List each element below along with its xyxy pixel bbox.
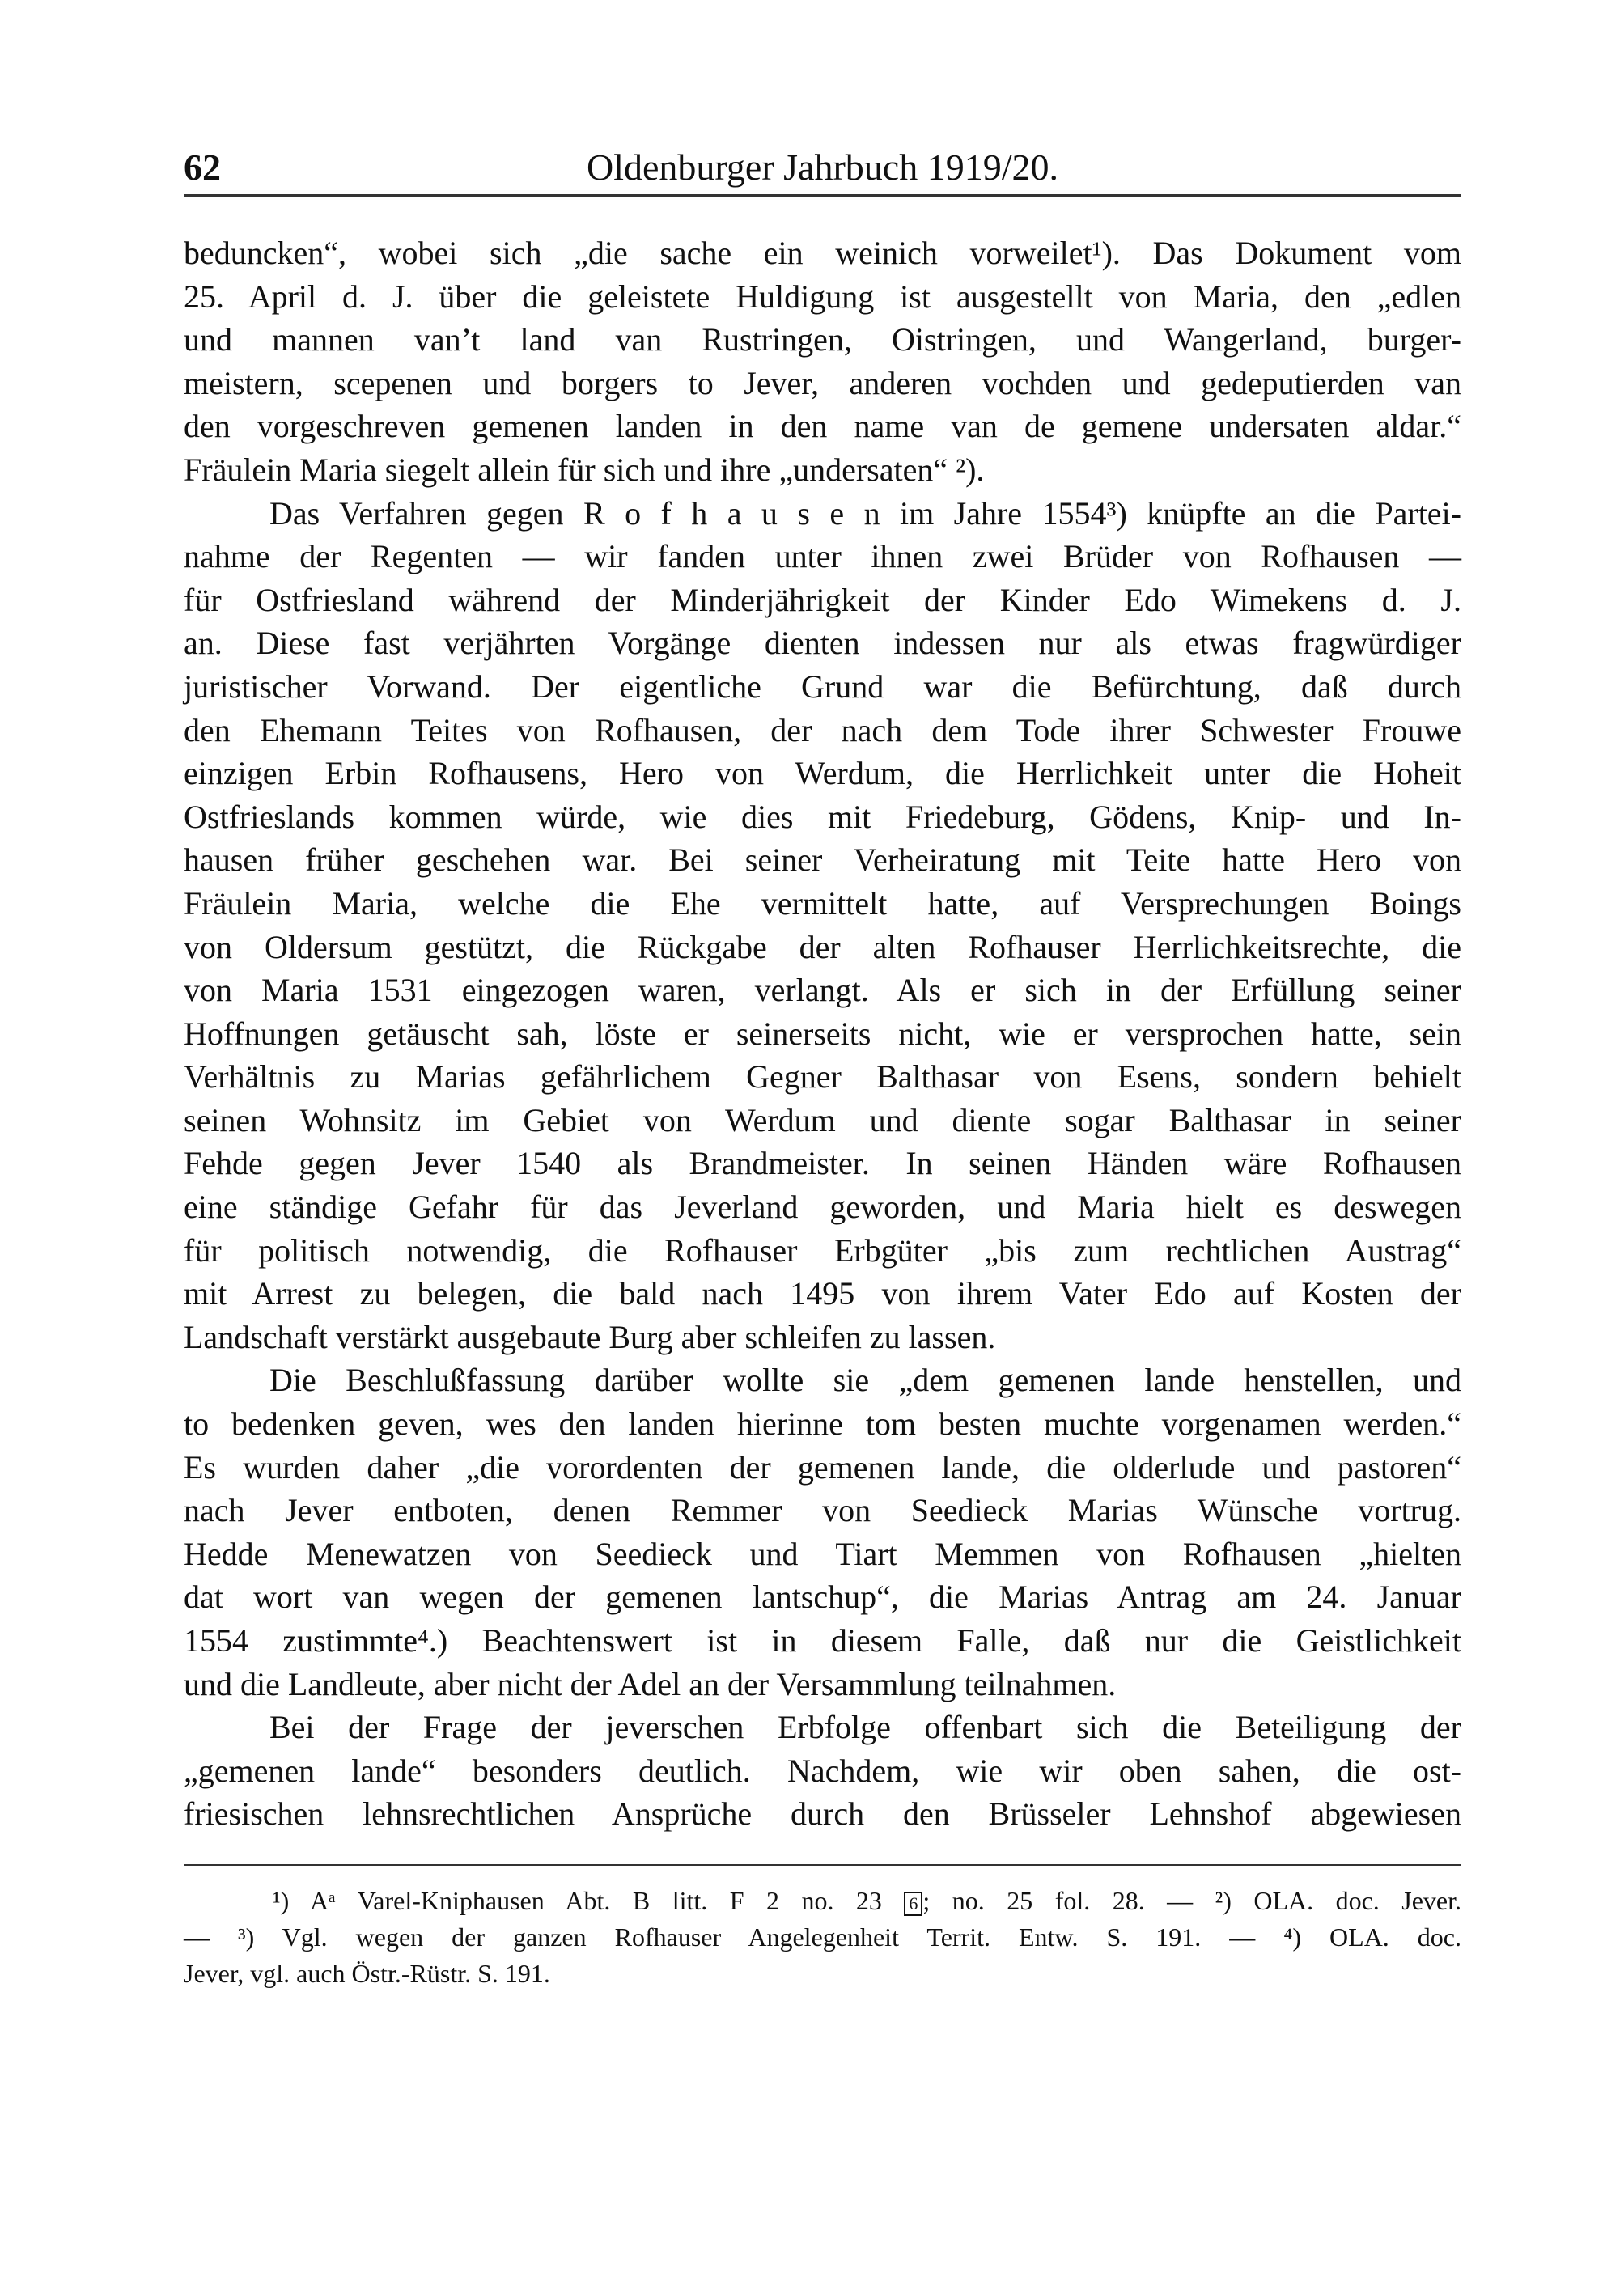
- body-text: [184, 231, 1461, 1836]
- text-line: Hoffnungen getäuscht sah, löste er seinerseits nicht, wie er versprochen hatte, sein: [184, 1015, 1461, 1052]
- text-line: Fräulein Maria, welche die Ehe vermittelt hatte, auf Versprechungen Boings: [184, 884, 1461, 922]
- text-line: meistern, scepenen und borgers to Jever, anderen vochden und gedeputierden van: [184, 364, 1461, 401]
- header-rule: [184, 194, 1461, 197]
- footnote-line: [184, 1883, 1461, 1919]
- running-title: Oldenburger Jahrbuch 1919/20.: [587, 146, 1058, 188]
- text-line: Landschaft verstärkt ausgebaute Burg aber schleifen zu lassen.: [184, 1318, 996, 1355]
- paragraph: [184, 1706, 1461, 1836]
- paragraph: [184, 231, 1461, 492]
- footnote-text: ¹) Aᵃ Varel-Kniphausen Abt. B litt. F 2 no. 23: [273, 1886, 882, 1915]
- text-line: 25. April d. J. über die geleistete Huldigung ist ausgestellt von Maria, den „edlen: [184, 278, 1461, 315]
- text-line: seinen Wohnsitz im Gebiet von Werdum und diente sogar Balthasar in seiner: [184, 1101, 1461, 1138]
- footnote-line: Jever, vgl. auch Östr.-Rüstr. S. 191.: [184, 1959, 550, 1988]
- text-line: „gemenen lande“ besonders deutlich. Nachdem, wie wir oben sahen, die ost-: [184, 1752, 1461, 1789]
- text-line: Das Verfahren gegen R o f h a u s e n im Jahre 1554³) knüpfte an die Partei-: [269, 494, 1461, 532]
- text-line: den Ehemann Teites von Rofhausen, der nach dem Tode ihrer Schwester Frouwe: [184, 711, 1461, 748]
- page-header: [184, 146, 1461, 191]
- text-line: to bedenken geven, wes den landen hierinne tom besten muchte vorgenamen werden.“: [184, 1405, 1461, 1443]
- text-line: Verhältnis zu Marias gefährlichem Gegner Balthasar von Esens, sondern behielt: [184, 1058, 1461, 1096]
- text-line: 1554 zustimmte⁴.) Beachtenswert ist in diesem Falle, daß nur die Geistlichkeit: [184, 1622, 1461, 1659]
- footnote-line: — ³) Vgl. wegen der ganzen Rofhauser Angelegenheit Territ. Entw. S. 191. — ⁴) OLA. doc.: [184, 1922, 1461, 1952]
- text-line: nahme der Regenten — wir fanden unter ihnen zwei Brüder von Rofhausen —: [184, 538, 1461, 575]
- text-line: nach Jever entboten, denen Remmer von Seedieck Marias Wünsche vortrug.: [184, 1492, 1461, 1529]
- text-line: an. Diese fast verjährten Vorgänge dienten indessen nur als etwas fragwürdiger: [184, 625, 1461, 662]
- text-line: einzigen Erbin Rofhausens, Hero von Werdum, die Herrlichkeit unter die Hoheit: [184, 755, 1461, 792]
- text-line: Ostfrieslands kommen würde, wie dies mit Friedeburg, Gödens, Knip- und In-: [184, 798, 1461, 835]
- text-line: Fräulein Maria siegelt allein für sich und ihre „undersaten“ ²).: [184, 451, 985, 488]
- footnotes: [184, 1883, 1461, 1992]
- text-line: hausen früher geschehen war. Bei seiner Verheiratung mit Teite hatte Hero von: [184, 841, 1461, 879]
- text-line: mit Arrest zu belegen, die bald nach 1495 von ihrem Vater Edo auf Kosten der: [184, 1275, 1461, 1312]
- text-line: beduncken“, wobei sich „die sache ein weinich vorweilet¹). Das Dokument vom: [184, 235, 1461, 271]
- text-line: den vorgeschreven gemenen landen in den name van de gemene undersaten aldar.“: [184, 408, 1461, 445]
- text-line: und mannen van’t land van Rustringen, Oistringen, und Wangerland, burger-: [184, 321, 1461, 358]
- text-line: von Oldersum gestützt, die Rückgabe der alten Rofhauser Herrlichkeitsrechte, die: [184, 928, 1461, 965]
- text-line: Bei der Frage der jeverschen Erbfolge offenbart sich die Beteiligung der: [269, 1709, 1461, 1746]
- text-line: Hedde Menewatzen von Seedieck und Tiart Memmen von Rofhausen „hielten: [184, 1535, 1461, 1572]
- text-line: von Maria 1531 eingezogen waren, verlangt. Als er sich in der Erfüllung seiner: [184, 972, 1461, 1009]
- text-line: friesischen lehnsrechtlichen Ansprüche durch den Brüsseler Lehnshof abgewiesen: [184, 1795, 1461, 1833]
- text-line: dat wort van wegen der gemenen lantschup“, die Marias Antrag am 24. Januar: [184, 1579, 1461, 1616]
- text-line: Es wurden daher „die vorordenten der gemenen lande, die olderlude und pastoren“: [184, 1448, 1461, 1486]
- text-line: für politisch notwendig, die Rofhauser Erbgüter „bis zum rechtlichen Austrag“: [184, 1231, 1461, 1269]
- footnote-text: ; no. 25 fol. 28. — ²) OLA. doc. Jever.: [922, 1886, 1462, 1915]
- footnote-rule: [184, 1864, 1461, 1866]
- text-line: eine ständige Gefahr für das Jeverland geworden, und Maria hielt es deswegen: [184, 1189, 1461, 1226]
- paragraph: [184, 1358, 1461, 1706]
- text-line: Die Beschlußfassung darüber wollte sie „dem gemenen lande henstellen, und: [269, 1362, 1461, 1399]
- text-line: für Ostfriesland während der Minderjährigkeit der Kinder Edo Wimekens d. J.: [184, 581, 1461, 618]
- page-number: 62: [184, 146, 221, 188]
- boxed-number: 6: [904, 1892, 922, 1916]
- text-line: und die Landleute, aber nicht der Adel an der Versammlung teilnahmen.: [184, 1665, 1117, 1702]
- text-line: juristischer Vorwand. Der eigentliche Grund war die Befürchtung, daß durch: [184, 668, 1461, 705]
- text-line: Fehde gegen Jever 1540 als Brandmeister. In seinen Händen wäre Rofhausen: [184, 1145, 1461, 1182]
- paragraph: [184, 492, 1461, 1359]
